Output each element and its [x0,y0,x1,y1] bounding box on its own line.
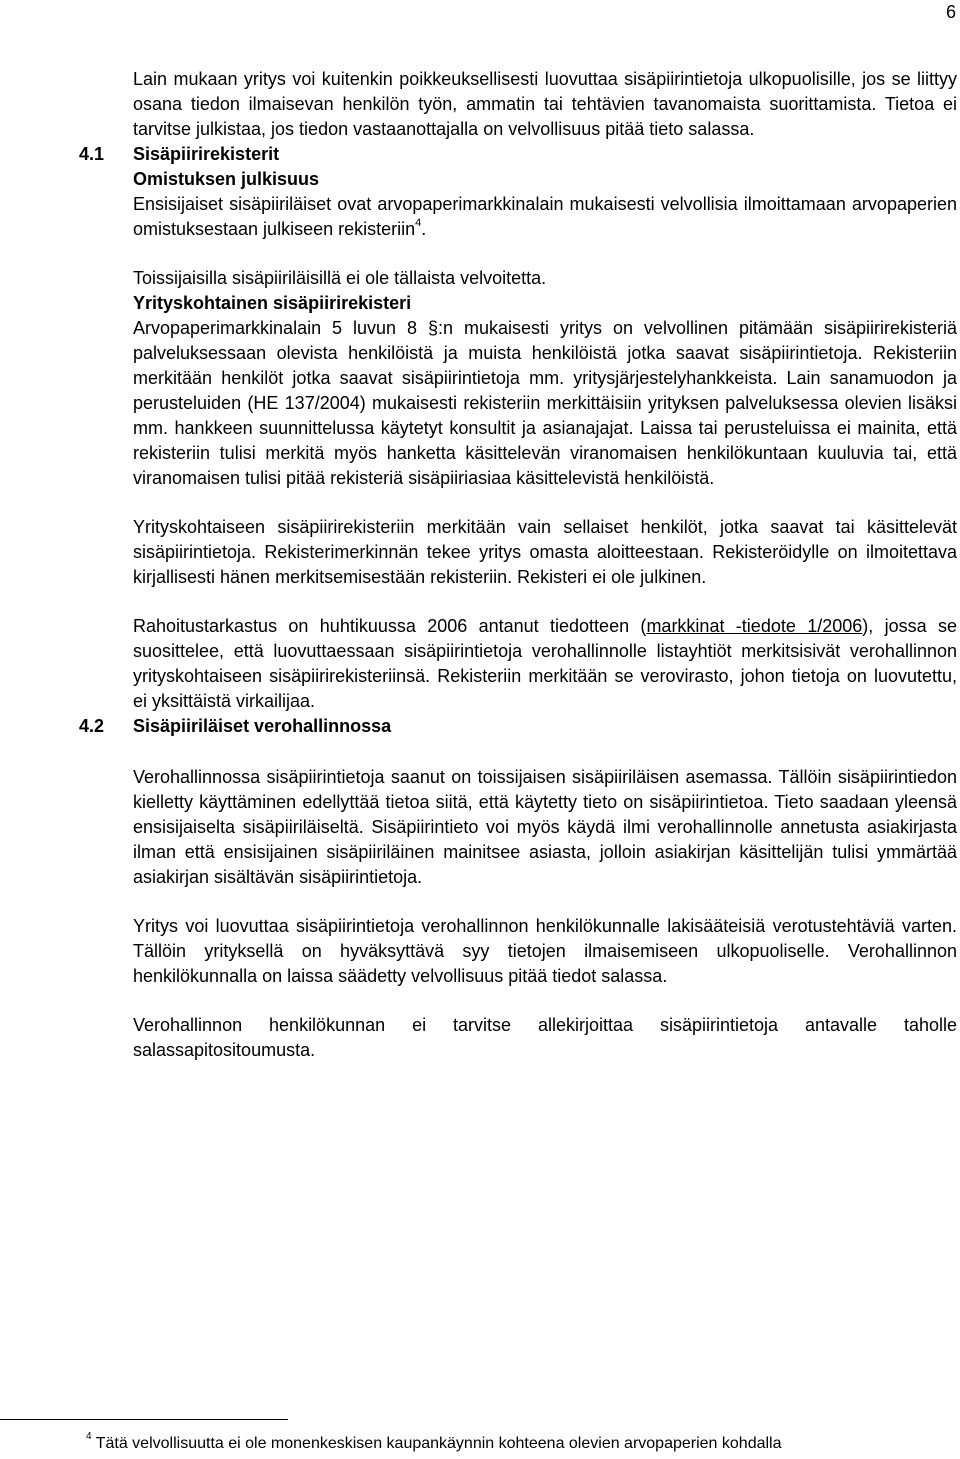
subheading-company-register: Yrityskohtainen sisäpiirirekisteri [133,293,412,313]
tax-admin-paragraph-2: Yritys voi luovuttaa sisäpiirintietoja verohallinnon henkilökunnalle lakisääteisiä verotustehtäviä varten. Tällöin yrityksellä on hyväksyttävä syy tietojen ilmaisemiseen ulkopuoliselle. Verohallinnon henkilökunnalla on laissa säädetty velvollisuus pitää tiedot salassa. [133,916,957,986]
section-heading-4-2 [79,714,957,739]
secondary-insiders-paragraph: Toissijaisilla sisäpiiriläisillä ei ole tällaista velvoitetta. [133,268,547,288]
subheading-ownership: Omistuksen julkisuus [133,169,320,189]
company-register-paragraph-3 [133,614,957,714]
ownership-paragraph [133,192,957,242]
paragraph-3-start: Rahoitustarkastus on huhtikuussa 2006 antanut tiedotteen ( [133,616,647,636]
section-number: 4.1 [79,144,105,164]
section-heading-4-1 [79,142,957,167]
section-title: Sisäpiirirekisterit [133,144,280,164]
paragraph-3-end: ), jossa se suosittelee, että luovuttaessaan sisäpiirintietoja verohallinnolle listayhtiöt merkitsisivät verohallinnon yrityskohtaiseen sisäpiirirekisteriinsä. Rekisteriin merkitään se verovirasto, johon tietoja on luovutettu, ei yksittäistä virkailijaa. [133,616,957,711]
section-title: Sisäpiiriläiset verohallinnossa [133,716,392,736]
document-body [79,67,957,1063]
ownership-text: Ensisijaiset sisäpiiriläiset ovat arvopaperimarkkinalain mukaisesti velvollisia ilmoittamaan arvopaperien omistuksestaan julkiseen rekisteriin [133,194,957,239]
ownership-text-end: . [421,219,427,239]
footnote-text: Tätä velvollisuutta ei ole monenkeskisen kaupankäynnin kohteena olevien arvopaperien kohdalla [95,1435,782,1452]
company-register-paragraph-1: Arvopaperimarkkinalain 5 luvun 8 §:n mukaisesti yritys on velvollinen pitämään sisäpiirirekisteriä palveluksessaan olevista henkilöistä ja muista henkilöistä jotka saavat sisäpiirintietoja. Rekisteriin merkitään henkilöt jotka saavat sisäpiirintietoja mm. yritysjärjestelyhankkeista. Lain sanamuodon ja perusteluiden (HE 137/2004) mukaisesti rekisteriin merkittäisiin yrityksen palveluksessa olevien lisäksi mm. hankkeen suunnittelussa käytetyt konsultit ja asianajajat. Laissa tai perusteluissa ei mainita, että rekisteriin tulisi merkitä myös hanketta käsittelevän viranomaisen henkilökuntaan kuuluvia tai, että viranomaisen tulisi pitää rekisteriä sisäpiiriasiaa käsittelevistä henkilöistä. [133,318,957,488]
tax-admin-paragraph-3: Verohallinnon henkilökunnan ei tarvitse allekirjoittaa sisäpiirintietoja antavalle taholle salassapitositoumusta. [133,1015,957,1060]
footnote-reference[interactable]: 4 [415,217,422,229]
intro-paragraph: Lain mukaan yritys voi kuitenkin poikkeuksellisesti luovuttaa sisäpiirintietoja ulkopuolisille, jos se liittyy osana tiedon ilmaisevan henkilön työn, ammatin tai tehtävien tavanomaista suorittamista. Tietoa ei tarvitse julkistaa, jos tiedon vastaanottajalla on velvollisuus pitää tieto salassa. [133,69,957,139]
footnote-marker: 4 [86,1430,92,1442]
bulletin-link[interactable]: markkinat -tiedote 1/2006 [646,616,863,636]
footnote-divider [0,1419,288,1420]
page-number: 6 [945,2,956,22]
section-number: 4.2 [79,716,105,736]
footnote [86,1430,782,1455]
tax-admin-paragraph-1: Verohallinnossa sisäpiirintietoja saanut on toissijaisen sisäpiiriläisen asemassa. Tällöin sisäpiirintiedon kielletty käyttäminen edellyttää tietoa siitä, että käytetty tieto on sisäpiirintietoa. Tieto saadaan yleensä ensisijaiselta sisäpiiriläiseltä. Sisäpiirintieto voi myös käydä ilmi verohallinnolle annetusta asiakirjasta ilman että ensisijainen sisäpiiriläinen mainitsee asiasta, jolloin asiakirjan käsittelijän tulisi ymmärtää asiakirjan sisältävän sisäpiirintietoja. [133,767,957,887]
company-register-paragraph-2: Yrityskohtaiseen sisäpiirirekisteriin merkitään vain sellaiset henkilöt, jotka saavat tai käsittelevät sisäpiirintietoja. Rekisterimerkinnän tekee yritys omasta aloitteestaan. Rekisteröidylle on ilmoitettava kirjallisesti hänen merkitsemisestään rekisteriin. Rekisteri ei ole julkinen. [133,517,957,587]
